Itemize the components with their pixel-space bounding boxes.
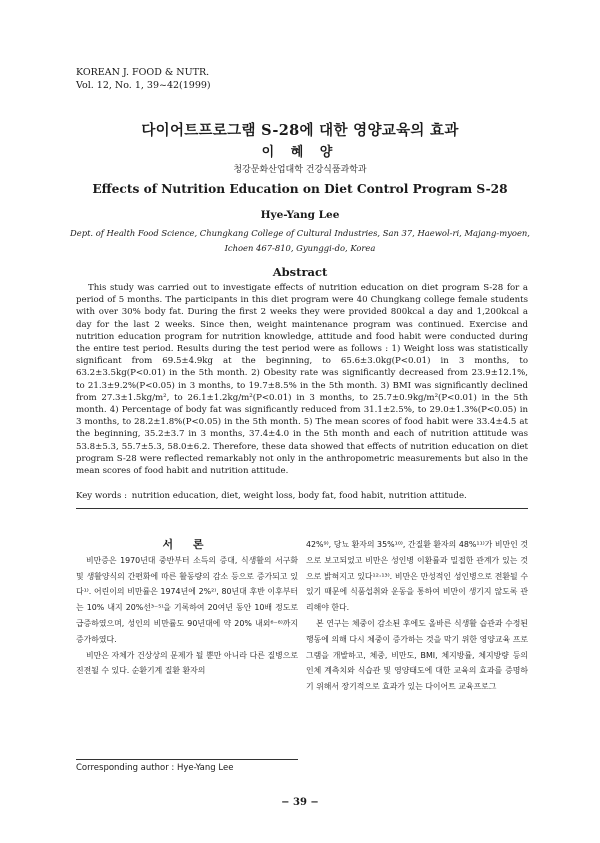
intro-paragraph-3: 본 연구는 체중이 감소된 후에도 올바른 식생활 습관과 수정된 행동에 의해 다시 체중이 증가하는 것을 막기 위한 영양교육 프로그램을 개발하고, 체중, 비만도, BMI, 체지방률, 체지방량 등의 인체 계측치와 식습관 및 영양태도에 대한 교육의 효과를 증명하기 위해서 장기적으로 효과가 있는 다이어트 교육프로그 [306, 618, 528, 692]
journal-name: KOREAN J. FOOD & NUTR. [76, 67, 210, 78]
affiliation-line-1: Dept. of Health Food Science, Chungkang College of Cultural Industries, San 37, Haewol-ri, Majang-myoen, [70, 228, 530, 238]
english-author: Hye-Yang Lee [260, 209, 340, 221]
intro-paragraph-2-continued: 42%⁹⁾, 당뇨 환자의 35%¹⁰⁾, 간질환 환자의 48%¹¹⁾가 비만인 것으로 보고되었고 비만은 성인병 이환률과 밀접한 관계가 있는 것으로 밝혀지고 있다¹²·¹³⁾. 비만은 만성적인 성인병으로 전환될 수 있기 때문에 식품섭취와 운동을 통하여 비만이 생기지 않도록 관리해야 한다. [306, 540, 528, 613]
abstract-divider [76, 508, 528, 509]
keywords-label: Key words : [76, 491, 128, 501]
intro-paragraph-1: 비만증은 1970년대 중반부터 소득의 증대, 식생활의 서구화 및 생활양식의 간편화에 따른 활동량의 감소 등으로 증가되고 있다¹⁾. 어린이의 비만률은 1974년에 2%²⁾, 80년대 후반 이후부터는 10% 내지 20%선³⁻⁵⁾을 기록하여 20여년 동안 10배 정도로 급증하였으며, 성인의 비만률도 90년대에 약 20% 내외⁶⁻⁸⁾까지 증가하였다. [76, 555, 298, 644]
body-column-left [76, 537, 298, 679]
english-title: Effects of Nutrition Education on Diet Control Program S-28 [92, 182, 508, 196]
intro-paragraph-2: 비만은 자체가 건상상의 문제가 될 뿐만 아니라 다른 질병으로 진전될 수 있다. 순환기계 질환 환자의 [76, 650, 298, 676]
journal-volume: Vol. 12, No. 1, 39~42(1999) [76, 80, 211, 91]
abstract-text: This study was carried out to investigate effects of nutrition education on diet program S-28 for a period of 5 months. The participants in this diet program were 40 Chungkang college female students with over 30% body fat. During the first 2 weeks they were provided 800kcal a day and 1,200kcal a day for the last 2 weeks. Since then, weight maintenance program was continued. Exercise and nutrition education program for nutrition knowledge, attitude and food habit were conducted during the entire test period. Results during the test period were as follows : 1) Weight loss was statistically significant from 69.5±4.9kg at the beginning, to 65.6±3.0kg(P<0.01) in 3 months, to 63.2±3.5kg(P<0.01) in the 5th month. 2) Obesity rate was significantly decreased from 23.9±12.1%, to 21.3±9.2%(P<0.05) in 3 months, to 19.7±8.5% in the 5th month. 3) BMI was significantly declined from 27.3±1.5kg/m², to 26.1±1.2kg/m²(P<0.01) in 3 months, to 25.7±0.9kg/m²(P<0.01) in the 5th month. 4) Percentage of body fat was significantly reduced from 31.1±2.5%, to 29.0±1.3%(P<0.05) in 3 months, to 28.2±1.8%(P<0.05) in the 5th month. 5) The mean scores of food habit were 33.4±4.5 at the beginning, 35.2±3.7 in 3 months, 37.4±4.0 in the 5th month and each of nutrition attitude was 53.8±5.3, 55.7±5.3, 58.0±6.2. Therefore, these data showed that effects of nutrition education on diet program S-28 were reflected remarkably not only in the anthropometric measurements but also in the mean scores of food habit and nutrition attitude. [76, 283, 528, 477]
korean-affiliation: 청강문화산업대학 건강식품과학과 [233, 165, 367, 175]
korean-author: 이 혜 양 [261, 145, 339, 160]
keywords-list: nutrition education, diet, weight loss, body fat, food habit, nutrition attitude. [131, 491, 467, 501]
body-column-right [306, 537, 528, 695]
english-affiliation [70, 226, 530, 256]
korean-title: 다이어트프로그램 S-28에 대한 영양교육의 효과 [141, 122, 459, 139]
abstract-heading: Abstract [272, 265, 328, 279]
keywords [76, 490, 528, 502]
corresponding-author-footnote: Corresponding author : Hye-Yang Lee [76, 763, 234, 773]
footnote-divider [76, 759, 298, 760]
affiliation-line-2: Ichoen 467-810, Gyunggi-do, Korea [224, 243, 376, 253]
page-number: − 39 − [281, 797, 319, 808]
journal-citation [76, 66, 211, 92]
section-heading-introduction: 서 론 [162, 538, 212, 551]
